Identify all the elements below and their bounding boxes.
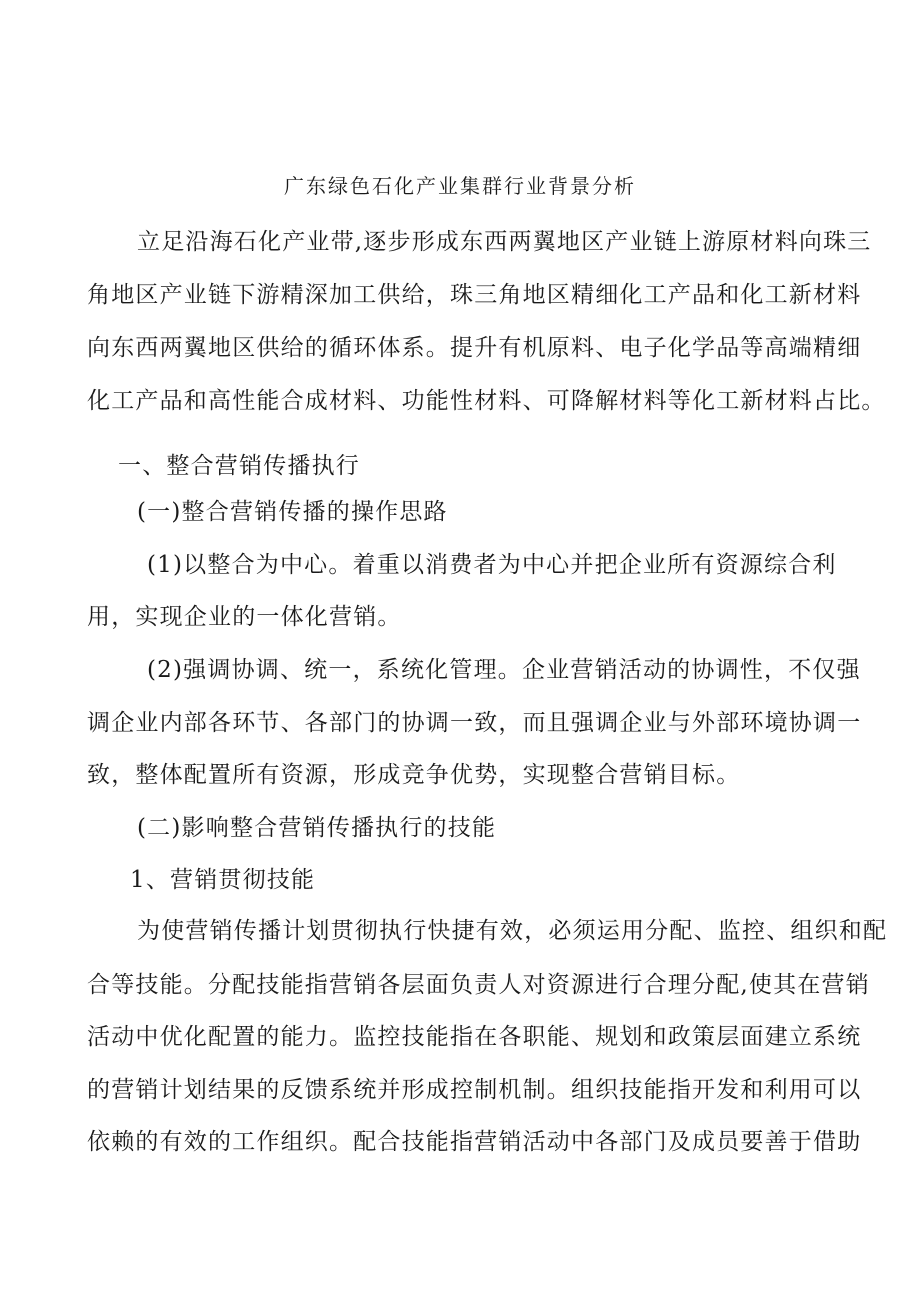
item-heading: 1、营销贯彻技能 <box>130 867 316 893</box>
body-line: 的营销计划结果的反馈系统并形成控制机制。组织技能指开发和利用可以 <box>87 1077 862 1103</box>
intro-line: 化工产品和高性能合成材料、功能性材料、可降解材料等化工新材料占比。 <box>87 388 886 414</box>
point-line: 致，整体配置所有资源，形成竞争优势，实现整合营销目标。 <box>87 762 741 788</box>
point-line: 用，实现企业的一体化营销。 <box>87 604 402 630</box>
body-line: 合等技能。分配技能指营销各层面负责人对资源进行合理分配,使其在营销 <box>87 972 870 998</box>
intro-line: 向东西两翼地区供给的循环体系。提升有机原料、电子化学品等高端精细 <box>87 335 862 361</box>
point-line: 调企业内部各环节、各部门的协调一致，而且强调企业与外部环境协调一 <box>87 710 862 736</box>
subsection-heading: (二)影响整合营销传播执行的技能 <box>137 815 497 841</box>
body-line: 依赖的有效的工作组织。配合技能指营销活动中各部门及成员要善于借助 <box>87 1129 862 1155</box>
body-line: 为使营销传播计划贯彻执行快捷有效，必须运用分配、监控、组织和配 <box>137 918 888 944</box>
point-line: (1)以整合为中心。着重以消费者为中心并把企业所有资源综合利 <box>147 552 837 578</box>
point-line: (2)强调协调、统一，系统化管理。企业营销活动的协调性，不仅强 <box>147 657 861 683</box>
body-line: 活动中优化配置的能力。监控技能指在各职能、规划和政策层面建立系统 <box>87 1024 862 1050</box>
section-heading: 一、整合营销传播执行 <box>118 453 360 479</box>
document-title: 广东绿色石化产业集群行业背景分析 <box>284 174 636 198</box>
intro-line: 角地区产业链下游精深加工供给，珠三角地区精细化工产品和化工新材料 <box>87 282 862 308</box>
intro-line: 立足沿海石化产业带,逐步形成东西两翼地区产业链上游原材料向珠三 <box>137 229 872 255</box>
subsection-heading: (一)整合营销传播的操作思路 <box>137 499 448 525</box>
